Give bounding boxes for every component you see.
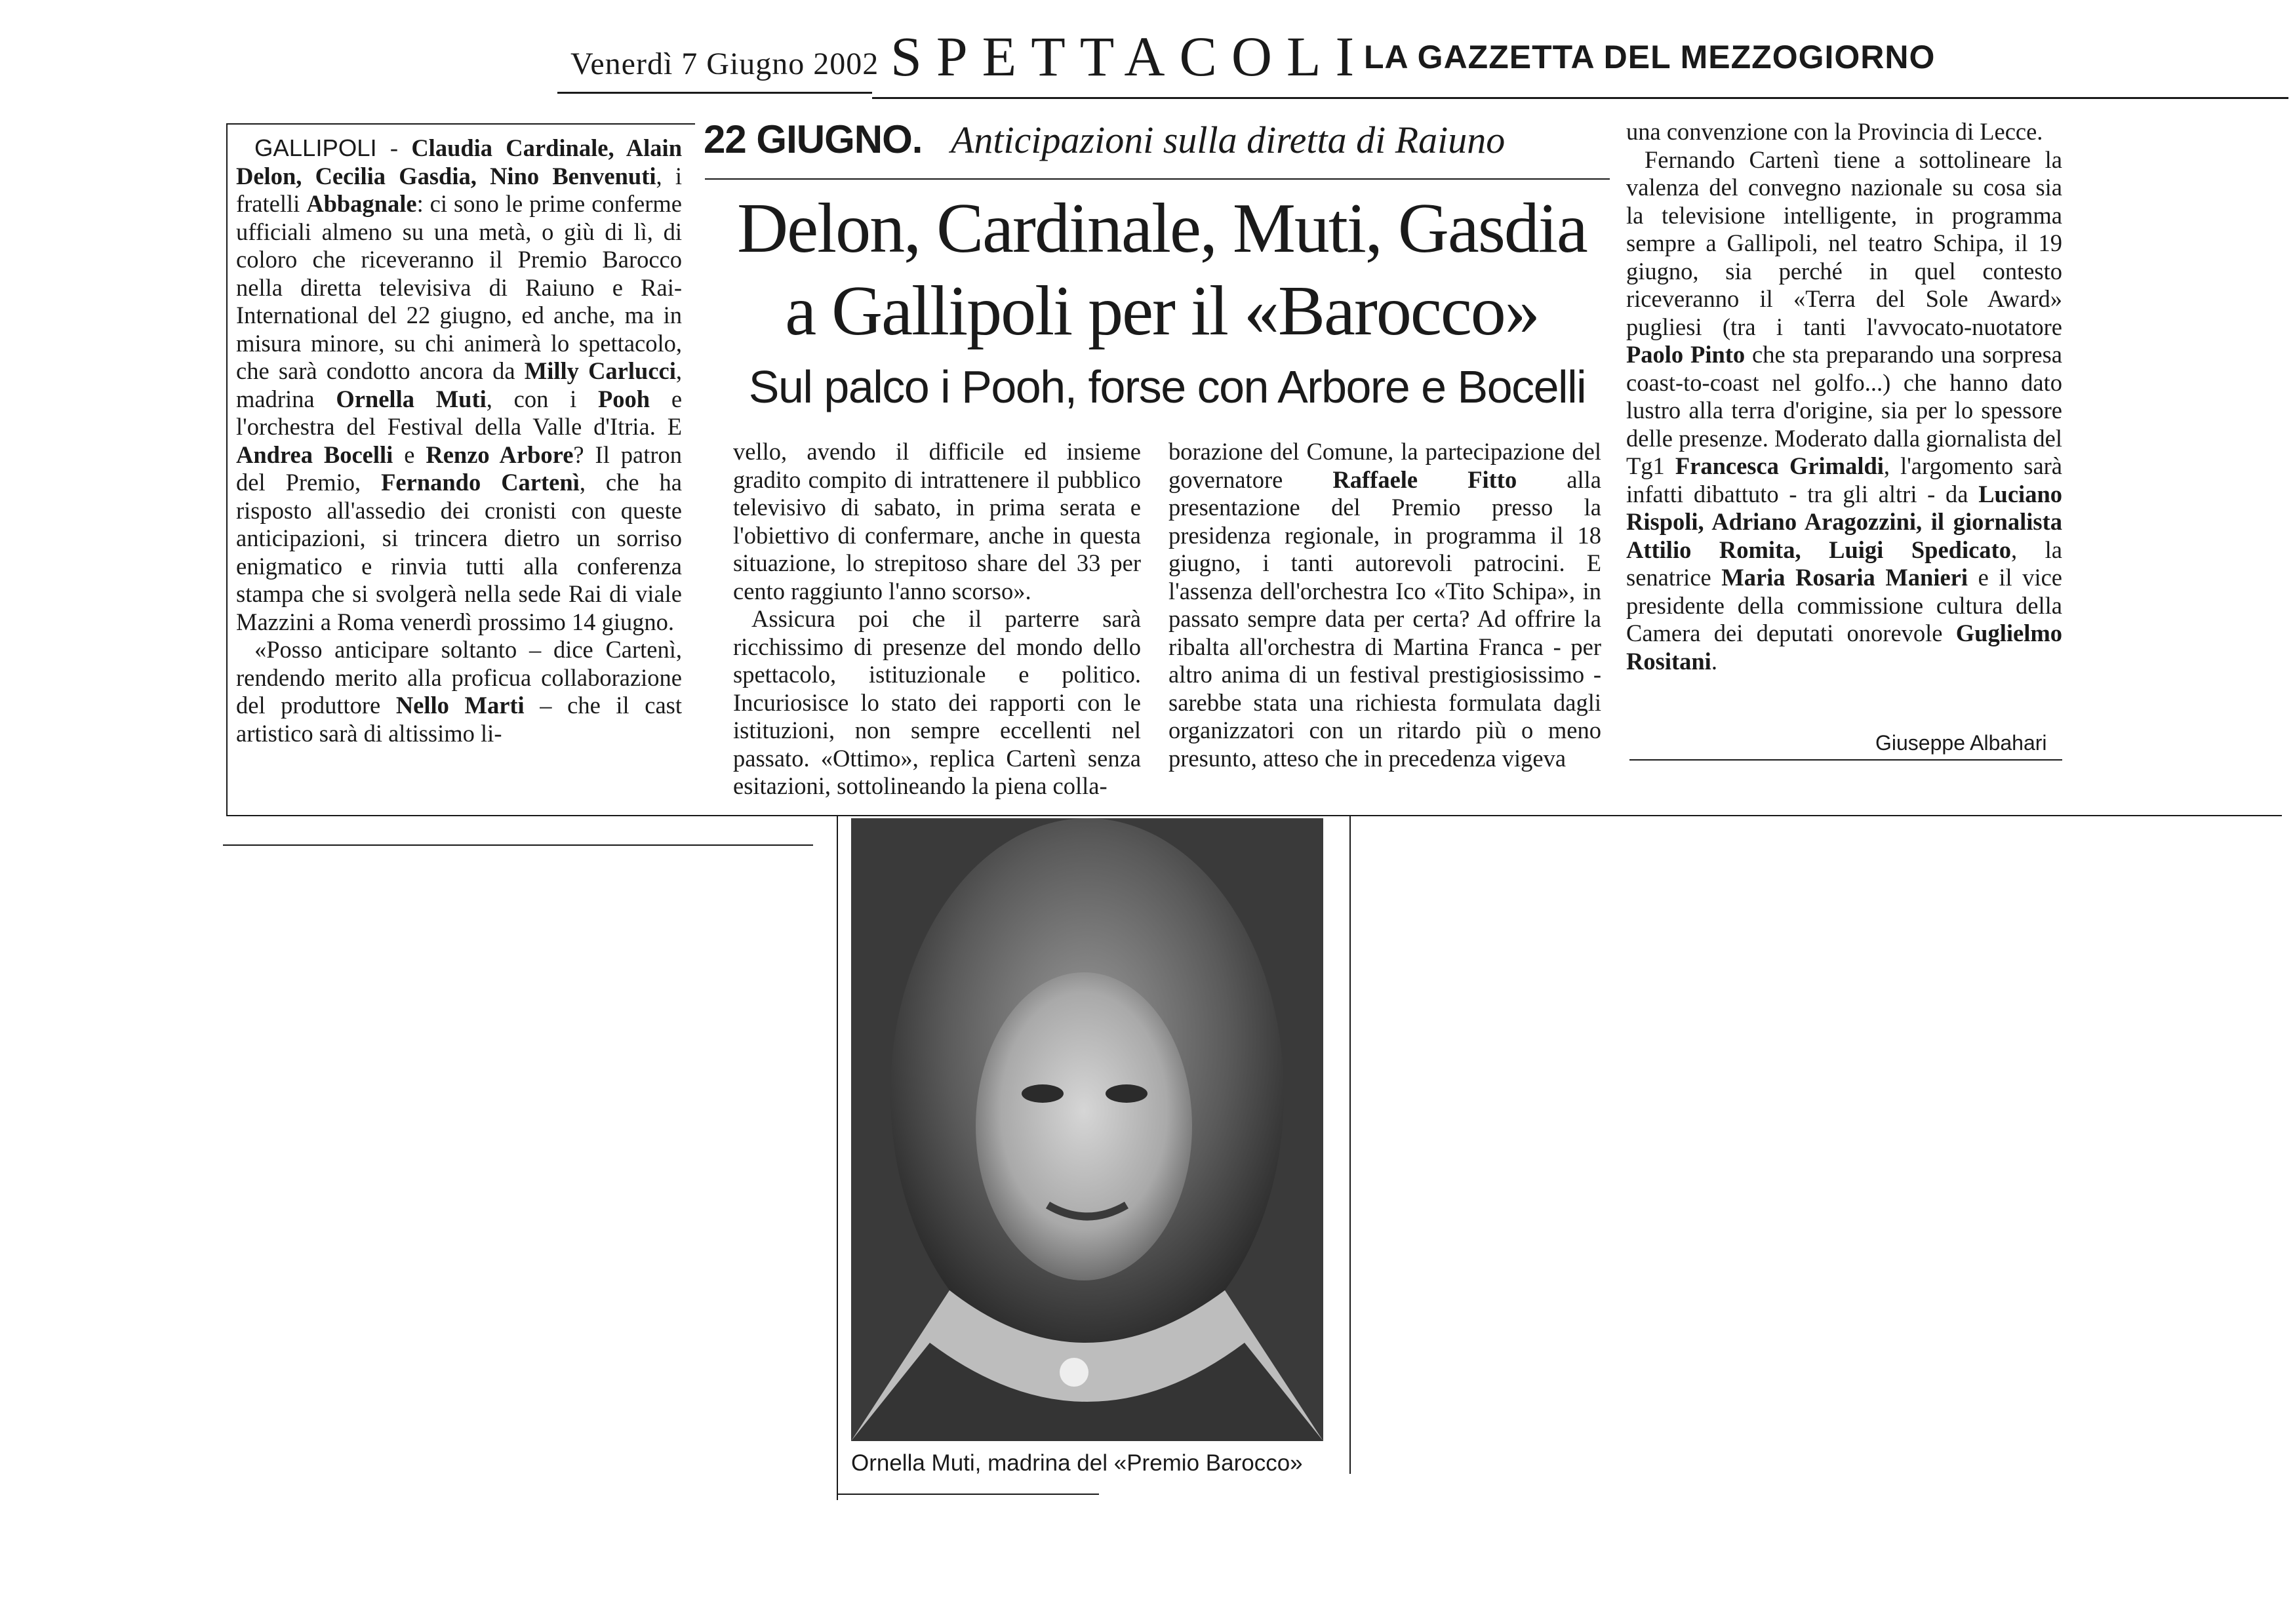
column-1: GALLIPOLI - Claudia Cardinale, Alain Delon, Cecilia Gasdia, Nino Benvenuti, i fratelli Abbagnale: ci sono le prime conferme ufficiali almeno su una metà, o giù di lì, di coloro che riceveranno il Premio Barocco nella diretta televisiva di Raiuno e Rai-International del 22 giugno, ed anche, ma in misura minore, su chi animerà lo spettacolo, che sarà condotto ancora da Milly Carlucci, madrina Ornella Muti, con i Pooh e l'orchestra del Festival della Valle d'Itria. E Andrea Bocelli e Renzo Arbore? Il patron del Premio, Fernando Cartenì, che ha risposto all'assedio dei cronisti con queste anticipazioni, si trincera dietro un sorriso enigmatico e rinvia tutti alla conferenza stampa che si svolgerà nella sede Rai di viale Mazzini a Roma venerdì prossimo 14 giugno. «Posso anticipare soltanto – dice Cartenì, rendendo merito alla proficua collaborazione del produttore Nello Marti – che il cast artistico sarà di altissimo li- [236,134,683,747]
frame-left [226,123,228,815]
kicker-text: Anticipazioni sulla diretta di Raiuno [951,119,1506,161]
byline-rule [1629,759,2062,761]
headline: Delon, Cardinale, Muti, Gasdia a Gallipoli per il «Barocco» [737,189,1587,350]
frame-bottom [226,815,2282,816]
photo-frame-left [837,815,838,1500]
column-2: vello, avendo il difficile ed insieme gradito compito di intrattenere il pubblico televisivo di sabato, in prima serata e l'obiettivo di confermare, anche in questa situazione, lo strepitoso share del 33 per cento raggiunto l'anno scorso». Assicura poi che il parterre sarà ricchissimo di presenze del mondo dello spettacolo, istituzionale e politico. Incuriosisce lo stato dei rapporti con le istituzioni, non sempre eccellenti nel passato. «Ottimo», replica Cartenì senza esitazioni, sottolineando la piena colla- [733,438,1141,799]
kicker-rule [705,178,1610,180]
portrait-photo [851,818,1323,1441]
dateline: GALLIPOLI [254,134,377,161]
page-rule-left [223,844,813,846]
newspaper-name: LA GAZZETTA DEL MEZZOGIORNO [1364,39,1936,75]
column-4: una convenzione con la Provincia di Lecce. Fernando Cartenì tiene a sottolineare la valenza del convegno nazionale su cosa sia la televisione intelligente, in programma sempre a Gallipoli, nel teatro Schipa, il 19 giugno, sia perché in quel contesto riceveranno il «Terra del Sole Award» pugliesi (tra i tanti l'avvocato-nuotatore Paolo Pinto che sta preparando una sorpresa coast-to-coast nel golfo...) che hanno dato lustro alla terra d'origine, sia per lo spessore delle presenze. Moderato dalla giornalista del Tg1 Francesca Grimaldi, l'argomento sarà infatti dibattuto - tra gli altri - da Luciano Rispoli, Adriano Aragozzini, il giornalista Attilio Romita, Luigi Spedicato, la senatrice Maria Rosaria Manieri e il vice presidente della commissione cultura della Camera dei deputati onorevole Guglielmo Rositani. [1626,118,2063,675]
header-rule-main [872,97,2288,99]
page-date: Venerdì 7 Giugno 2002 [570,47,879,81]
frame-top [226,123,695,125]
kicker-date: 22 GIUGNO. [704,117,923,161]
caption-rule [837,1494,1099,1495]
byline: Giuseppe Albahari [1875,731,2047,755]
header-rule-left [557,92,872,94]
subheadline: Sul palco i Pooh, forse con Arbore e Bocelli [748,361,1586,412]
portrait-illustration [851,818,1323,1441]
column-3: borazione del Comune, la partecipazione del governatore Raffaele Fitto alla presentazione del Premio presso la presidenza regionale, in programma il 18 giugno, i tanti autorevoli patrocini. E l'assenza dell'orchestra Ico «Tito Schipa», in passato sempre data per certa? Ad offrire la ribalta all'orchestra di Martina Franca - per altro anima di un festival prestigiosissimo - sarebbe stata una richiesta formulata dagli organizzatori con un ritardo più o meno presunto, atteso che in precedenza vigeva [1168,438,1601,772]
photo-caption: Ornella Muti, madrina del «Premio Barocco» [851,1450,1303,1476]
photo-frame-right [1349,815,1351,1474]
section-title: SPETTACOLI [890,25,1369,88]
